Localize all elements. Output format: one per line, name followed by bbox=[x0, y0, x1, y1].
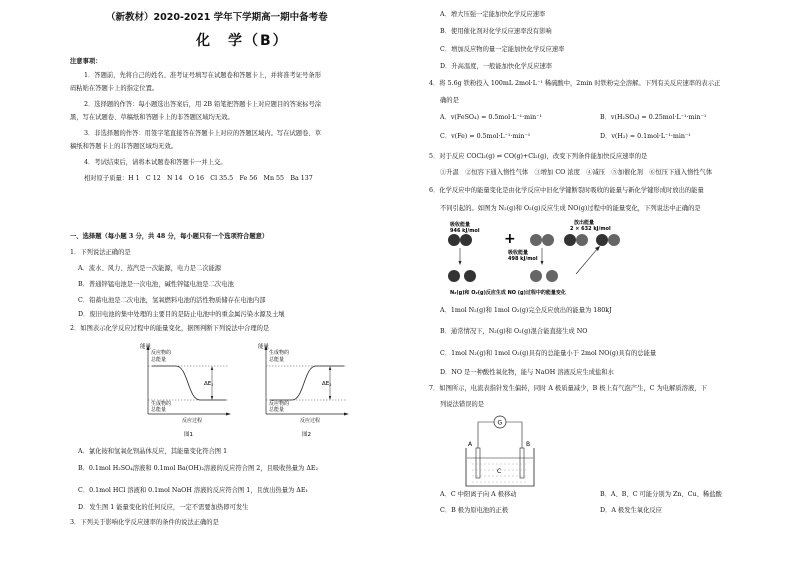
fig2-bottom-label-1: 反应物的 bbox=[269, 401, 290, 407]
notice-line: 2．选择题的作答：每小题选出答案后，用 2B 铅笔把答题卡上对应题目的答案标号涂 bbox=[84, 101, 322, 108]
q7-stem: 7．如图所示，电流表指针发生偏转，同时 A 极质量减少，B 极上有气泡产生，C 为电解质溶液，下 bbox=[429, 385, 707, 392]
q6-stem-cont: 不同引起的。如图为 N₂(g)和 O₂(g)反应生成 NO(g)过程中的能量变化，下列说法中正确的是 bbox=[440, 205, 701, 212]
q1-option-b: B．普通锌锰电池是一次电池，碱性锌锰电池是二次电池 bbox=[78, 281, 234, 288]
q1-stem: 1．下列说法正确的是 bbox=[70, 249, 131, 256]
q5-stem: 5．对于反应 COCl₂(g) ⇌ CO(g)+Cl₂(g)，改变下列条件能加快反应速率的是 bbox=[429, 153, 648, 160]
fig2-caption: 图2 bbox=[302, 432, 311, 438]
left-column bbox=[70, 0, 400, 561]
right-column bbox=[420, 0, 760, 561]
q3-option-c: C．增加反应物的量一定能加快化学反应速率 bbox=[440, 46, 565, 53]
notice-line: 码粘贴在答题卡上的指定位置。 bbox=[70, 85, 159, 92]
q2-option-c: C．0.1mol HCl 溶液和 0.1mol NaOH 溶液的反应符合图 1，且放出热量为 ΔE₁ bbox=[78, 487, 308, 494]
q1-option-a: A．流水、风力、蒸汽是一次能源，电力是二次能源 bbox=[78, 265, 222, 272]
paper-title: （新教材）2020-2021 学年下学期高一期中备考卷 bbox=[106, 12, 328, 23]
notice-line: 1．答题前，先将自己的姓名、准考证号填写在试题卷和答题卡上，并将准考证号条形 bbox=[84, 72, 321, 79]
fig2-delta: $\Delta E_2$ bbox=[322, 381, 332, 388]
q6-option-c: C．1mol N₂(g)和 1mol O₂(g)具有的总能量小于 2mol NO(g)具有的总能量 bbox=[440, 350, 657, 357]
fig1-bottom-label-2: 总能量 bbox=[151, 407, 167, 413]
plus-sign: + bbox=[504, 231, 516, 247]
atomic-mass-line: 相对原子质量：H 1 C 12 N 14 O 16 Cl 35.5 Fe 56 Mn 55 Ba 137 bbox=[84, 175, 313, 182]
fig1-caption: 图1 bbox=[184, 432, 193, 438]
notice-line: 4．考试结束后，请将本试题卷和答题卡一并上交。 bbox=[84, 159, 227, 166]
absorb2-label-1: 吸收能量 bbox=[508, 250, 529, 256]
q2-option-b: B．0.1mol H₂SO₄溶液和 0.1mol Ba(OH)₂溶液的反应符合图 2，且吸收热量为 ΔE₂ bbox=[78, 465, 319, 472]
q7-option-c: C．B 极为原电池的正极 bbox=[440, 507, 509, 514]
bond-energy-figure bbox=[448, 218, 678, 296]
q7-option-d: D．A 极发生氧化反应 bbox=[600, 507, 662, 514]
q1-option-d: D．废旧电池的集中处理的主要目的是防止电池中的重金属污染水源及土壤 bbox=[78, 311, 285, 318]
fig2-top-label-1: 生成物的 bbox=[269, 350, 290, 356]
q2-option-d: D．发生图 1 能量变化的任何反应，一定不需要加热即可发生 bbox=[78, 504, 249, 511]
q4-option-d: D．v(H₂) = 0.1mol·L⁻¹·min⁻¹ bbox=[600, 133, 691, 140]
q4-stem: 4．将 5.6g 铁粉投入 100mL 2mol·L⁻¹ 稀硫酸中，2min 时铁粉完全溶解。下列有关反应速率的表示正 bbox=[429, 80, 721, 87]
absorb1-label-2: 946 kJ/mol bbox=[450, 228, 480, 234]
energy-diagrams bbox=[140, 342, 360, 442]
q3-option-d: D．升高温度，一般能加快化学反应速率 bbox=[440, 63, 553, 70]
absorb1-label-1: 吸收能量 bbox=[450, 222, 471, 228]
notice-heading: 注意事项： bbox=[70, 58, 102, 65]
galvanic-cell-figure bbox=[460, 412, 540, 492]
fig1-top-label-1: 反应物的 bbox=[151, 350, 172, 356]
q7-option-a: A．C 中阳离子向 A 极移动 bbox=[440, 491, 517, 498]
electrode-a-label: A bbox=[468, 441, 473, 448]
q5-items: ①升温 ②恒容下通入惰性气体 ③增加 CO 浓度 ④减压 ⑤加催化剂 ⑥恒压下通入惰性气体 bbox=[440, 169, 713, 176]
fig1-bottom-label-1: 生成物的 bbox=[151, 401, 172, 407]
release-label-1: 放出能量 bbox=[574, 220, 595, 226]
fig2-top-label-2: 总能量 bbox=[269, 357, 285, 363]
q6-option-a: A．1mol N₂(g)和 1mol O₂(g)完全反应放出的能量为 180kJ bbox=[440, 307, 612, 314]
fig2-xlabel: 反应过程 bbox=[300, 418, 321, 424]
absorb2-label-2: 498 kJ/mol bbox=[508, 256, 538, 262]
fig1-top-label-2: 总能量 bbox=[151, 357, 167, 363]
notice-line: 黑，写在试题卷、草稿纸和答题卡上的非答题区域均无效。 bbox=[70, 114, 234, 121]
electrolyte-c-label: C bbox=[497, 468, 502, 475]
energy-figure-1 bbox=[140, 342, 231, 438]
q7-stem-cont: 列说法错误的是 bbox=[440, 401, 485, 408]
fig2-ylabel: 能量 bbox=[258, 344, 270, 350]
q4-option-a: A．v(FeSO₄) = 0.5mol·L⁻¹·min⁻¹ bbox=[440, 114, 543, 121]
q2-stem: 2．如图表示化学反应过程中的能量变化，据图判断下列说法中合理的是 bbox=[70, 325, 270, 332]
q4-option-b: B．v(H₂SO₄) = 0.25mol·L⁻¹·min⁻¹ bbox=[600, 114, 707, 121]
release-label-2: 2 × 632 kJ/mol bbox=[570, 226, 611, 232]
section-heading: 一、选择题（每小题 3 分，共 48 分，每小题只有一个选项符合题意） bbox=[70, 233, 269, 240]
notice-line: 稿纸和答题卡上的非答题区域均无效。 bbox=[70, 143, 178, 150]
fig1-xlabel: 反应过程 bbox=[182, 418, 203, 424]
galvanometer-label: G bbox=[497, 419, 503, 427]
subject-title: 化 学（B） bbox=[196, 33, 289, 49]
q3-option-a: A．增大压强一定能加快化学反应速率 bbox=[440, 11, 546, 18]
q6-stem: 6．化学反应中的能量变化是由化学反应中旧化学键断裂时吸收的能量与新化学键形成时放出的能量 bbox=[429, 187, 704, 194]
bond-figure-caption: N₂(g)和 O₂(g)反应生成 NO (g)过程中的能量变化 bbox=[450, 290, 566, 296]
q4-stem-cont: 确的是 bbox=[440, 97, 459, 104]
q7-option-b: B．A、B、C 可能分别为 Zn、Cu、稀盐酸 bbox=[600, 491, 722, 498]
q3-option-b: B．使用催化剂对化学反应速率没有影响 bbox=[440, 28, 552, 35]
electrode-b-label: B bbox=[526, 441, 531, 448]
q6-option-b: B．通常情况下，N₂(g)和 O₂(g)混合能直接生成 NO bbox=[440, 328, 588, 335]
q6-option-d: D．NO 是一种酸性氧化物，能与 NaOH 溶液反应生成盐和水 bbox=[440, 369, 614, 376]
q1-option-c: C．铅蓄电池是二次电池，氢氧燃料电池的活性物质储存在电池内部 bbox=[78, 297, 266, 304]
fig1-delta: $\Delta E_1$ bbox=[204, 381, 214, 388]
fig2-bottom-label-2: 总能量 bbox=[269, 407, 285, 413]
q2-option-a: A．氯化铵和氢氧化钡晶体反应，其能量变化符合图 1 bbox=[78, 448, 228, 455]
q4-option-c: C．v(Fe) = 0.5mol·L⁻¹·min⁻¹ bbox=[440, 133, 531, 140]
energy-figure-2 bbox=[258, 342, 349, 438]
notice-line: 3．非选择题的作答：用签字笔直接答在答题卡上对应的答题区域内。写在试题卷、草 bbox=[84, 130, 321, 137]
fig1-ylabel: 能量 bbox=[140, 344, 152, 350]
q3-stem: 3．下列关于影响化学反应速率的条件的说法正确的是 bbox=[70, 519, 219, 526]
